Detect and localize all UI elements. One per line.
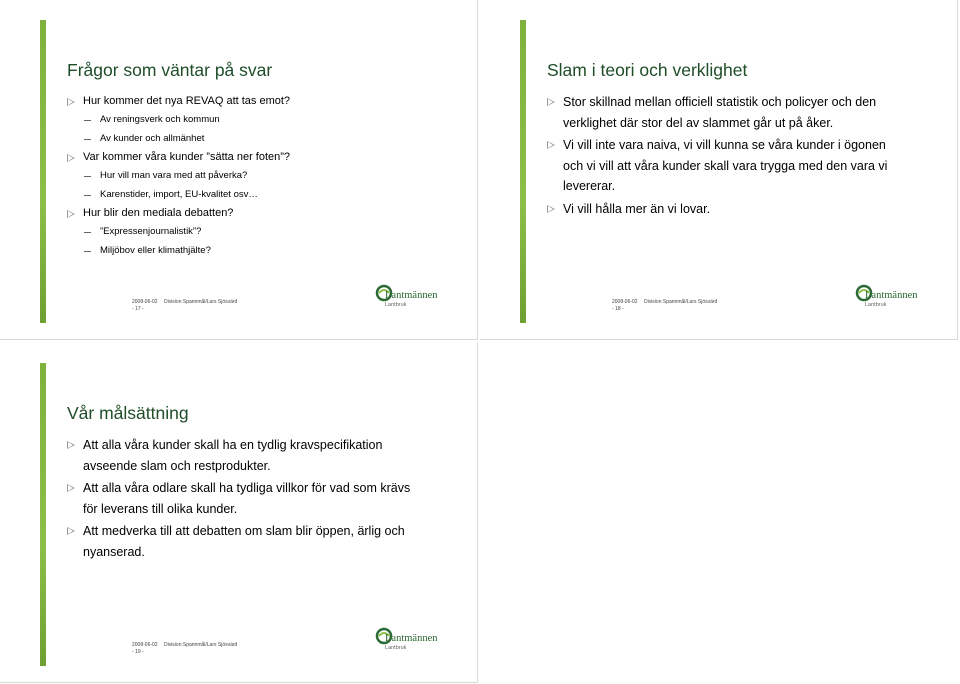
logo-subtitle: Lantbruk	[385, 302, 407, 308]
page-number: - 18 -	[612, 306, 624, 312]
page-number: - 19 -	[132, 649, 144, 655]
bullet-item: Hur blir den mediala debatten?	[67, 204, 457, 223]
dash-bullet-icon	[84, 120, 91, 121]
sub-bullet-item: ”Expressenjournalistik”?	[67, 223, 457, 242]
slide-title: Slam i teori och verklighet	[547, 60, 748, 80]
slide-title: Vår målsättning	[67, 403, 189, 423]
accent-bar	[40, 363, 46, 666]
company-logo	[375, 627, 438, 653]
bullet-item: Att medverka till att debatten om slam blir öppen, ärlig och nyanserad.	[67, 521, 417, 562]
triangle-bullet-icon	[67, 527, 75, 535]
sub-bullet-item: Av reningsverk och kommun	[67, 111, 457, 130]
logo-name: Lantmännen	[865, 290, 918, 301]
bullet-list	[67, 92, 457, 260]
dash-bullet-icon	[84, 232, 91, 233]
triangle-bullet-icon	[547, 141, 555, 149]
bullet-item: Stor skillnad mellan officiell statistik och policyer och den verklighet där stor del av slammet går ut på åker.	[547, 92, 897, 133]
footer-org: Division Spannmål/Lars Sjösvärd	[163, 642, 238, 648]
slide-footer	[132, 642, 238, 655]
logo-subtitle: Lantbruk	[385, 645, 407, 651]
triangle-bullet-icon	[67, 154, 75, 162]
slide-footer	[132, 299, 238, 312]
slide-title: Frågor som väntar på svar	[67, 60, 273, 80]
footer-date: 2008-06-02	[132, 642, 158, 648]
bullet-item: Att alla våra odlare skall ha tydliga villkor för vad som krävs för leverans till olika kunder.	[67, 478, 417, 519]
company-logo	[855, 284, 918, 310]
footer-date: 2008-06-02	[132, 299, 158, 305]
sub-bullet-item: Miljöbov eller klimathjälte?	[67, 242, 457, 261]
bullet-item: Att alla våra kunder skall ha en tydlig kravspecifikation avseende slam och restprodukter.	[67, 435, 417, 476]
bullet-list	[67, 435, 417, 564]
accent-bar	[40, 20, 46, 323]
footer-org: Division Spannmål/Lars Sjösvärd	[643, 299, 718, 305]
triangle-bullet-icon	[547, 98, 555, 106]
slide-19	[0, 343, 478, 683]
sub-bullet-item: Hur vill man vara med att påverka?	[67, 167, 457, 186]
logo-name: Lantmännen	[385, 290, 438, 301]
sub-bullet-item: Av kunder och allmänhet	[67, 130, 457, 149]
triangle-bullet-icon	[67, 210, 75, 218]
slide-18	[480, 0, 958, 340]
bullet-item: Hur kommer det nya REVAQ att tas emot?	[67, 92, 457, 111]
dash-bullet-icon	[84, 176, 91, 177]
sub-bullet-item: Karenstider, import, EU-kvalitet osv…	[67, 186, 457, 205]
slide-17	[0, 0, 478, 340]
footer-date: 2008-06-02	[612, 299, 638, 305]
triangle-bullet-icon	[67, 98, 75, 106]
dash-bullet-icon	[84, 139, 91, 140]
logo-name: Lantmännen	[385, 633, 438, 644]
triangle-bullet-icon	[547, 205, 555, 213]
page-number: - 17 -	[132, 306, 144, 312]
logo-subtitle: Lantbruk	[865, 302, 887, 308]
bullet-item: Var kommer våra kunder ”sätta ner foten”?	[67, 148, 457, 167]
triangle-bullet-icon	[67, 484, 75, 492]
accent-bar	[520, 20, 526, 323]
bullet-list	[547, 92, 897, 221]
bullet-item: Vi vill inte vara naiva, vi vill kunna se våra kunder i ögonen och vi vill att våra kunder skall vara trygga med den vara vi levererar.	[547, 135, 897, 197]
triangle-bullet-icon	[67, 441, 75, 449]
footer-org: Division Spannmål/Lars Sjösvärd	[163, 299, 238, 305]
dash-bullet-icon	[84, 195, 91, 196]
bullet-item: Vi vill hålla mer än vi lovar.	[547, 199, 897, 220]
dash-bullet-icon	[84, 251, 91, 252]
slide-footer	[612, 299, 718, 312]
company-logo	[375, 284, 438, 310]
